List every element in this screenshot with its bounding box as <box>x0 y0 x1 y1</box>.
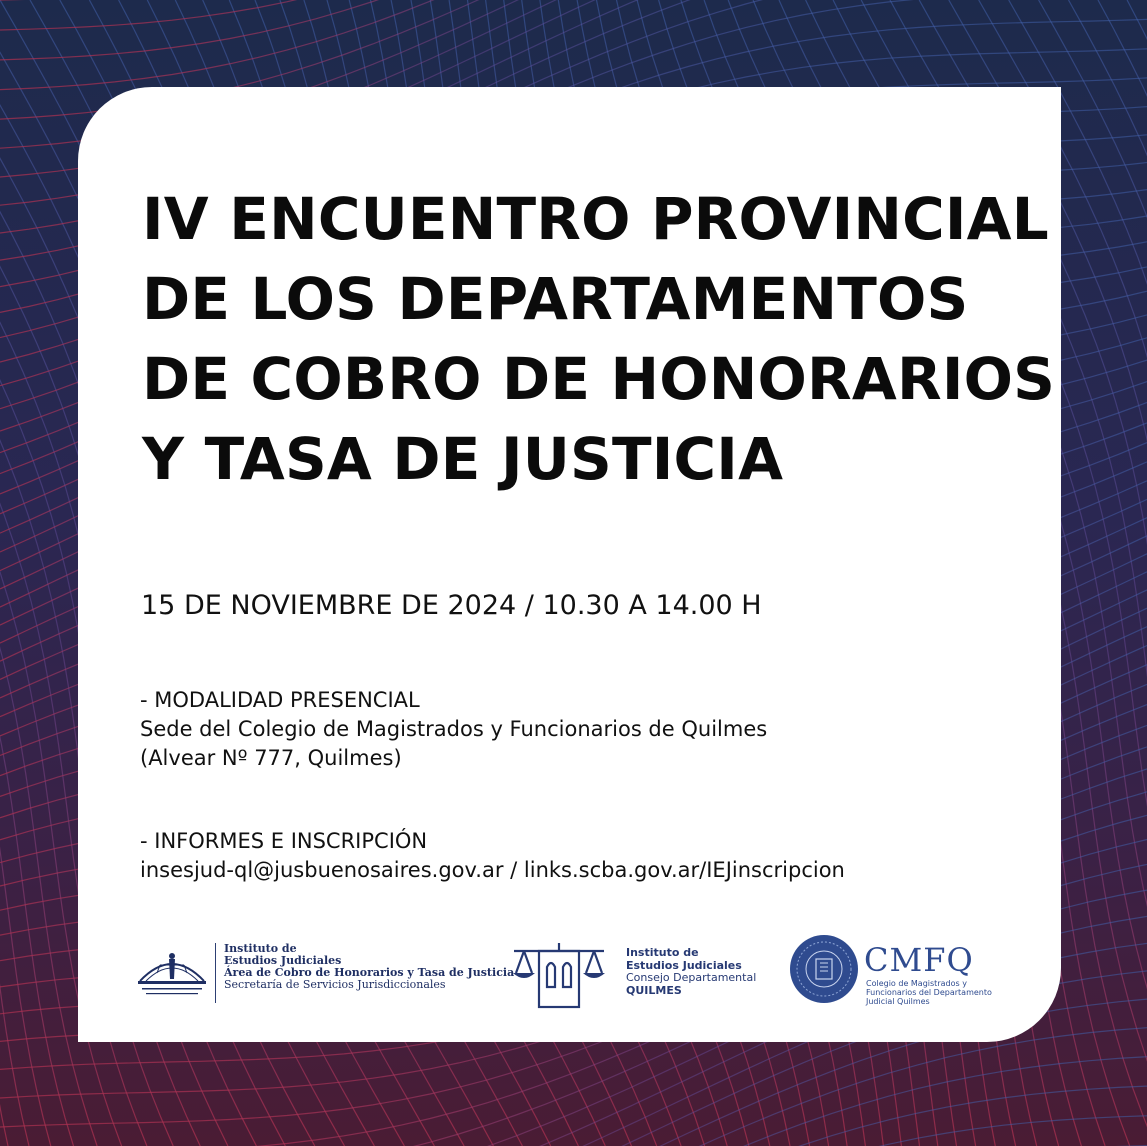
scba-seal-logo <box>134 941 210 1005</box>
title-line: IV ENCUENTRO PROVINCIAL <box>142 185 1049 253</box>
grid-line <box>0 1057 1147 1146</box>
iej-logo-text <box>626 947 756 997</box>
scba-logo-text <box>224 943 514 991</box>
title-line: DE LOS DEPARTAMENTOS <box>142 265 969 333</box>
iej-line: Consejo Departamental <box>626 971 757 984</box>
content-card <box>78 87 1061 1042</box>
cmfq-line: Funcionarios del Departamento <box>866 988 992 997</box>
event-date: 15 DE NOVIEMBRE DE 2024 / 10.30 A 14.00 H <box>141 590 762 621</box>
iej-line: Estudios Judiciales <box>626 958 742 972</box>
cmfq-line: Colegio de Magistrados y <box>866 979 967 988</box>
iej-line: QUILMES <box>626 983 682 997</box>
iej-scales-logo <box>510 937 608 1011</box>
logo-divider <box>215 943 216 1003</box>
scba-line: Instituto de <box>224 942 297 955</box>
grid-line <box>0 0 1147 30</box>
cmfq-title: CMFQ <box>864 941 974 979</box>
modality-heading: - MODALIDAD PRESENCIAL <box>140 688 420 712</box>
cmfq-line: Judicial Quilmes <box>866 997 930 1006</box>
grid-line <box>0 0 29 1146</box>
venue-text: Sede del Colegio de Magistrados y Funcionarios de Quilmes <box>140 717 768 741</box>
event-title <box>142 179 1056 499</box>
scba-line: Área de Cobro de Honorarios y Tasa de Justicia <box>224 966 515 979</box>
title-line: DE COBRO DE HONORARIOS <box>142 345 1056 413</box>
address-text: (Alvear Nº 777, Quilmes) <box>140 746 402 770</box>
registration-contact-link[interactable]: insesjud-ql@jusbuenosaires.gov.ar / links.scba.gov.ar/IEJinscripcion <box>140 858 845 882</box>
logo-strip <box>78 937 1061 1017</box>
cmfq-seal-logo <box>788 933 860 1005</box>
title-line: Y TASA DE JUSTICIA <box>142 425 784 493</box>
scba-line: Secretaría de Servicios Jurisdiccionales <box>224 978 446 991</box>
registration-block <box>140 827 1020 885</box>
registration-heading: - INFORMES E INSCRIPCIÓN <box>140 829 428 853</box>
cmfq-subtitle <box>866 979 992 1006</box>
scba-line: Estudios Judiciales <box>224 954 342 967</box>
iej-line: Instituto de <box>626 946 699 959</box>
modality-block <box>140 686 1020 773</box>
grid-line <box>0 0 8 1146</box>
